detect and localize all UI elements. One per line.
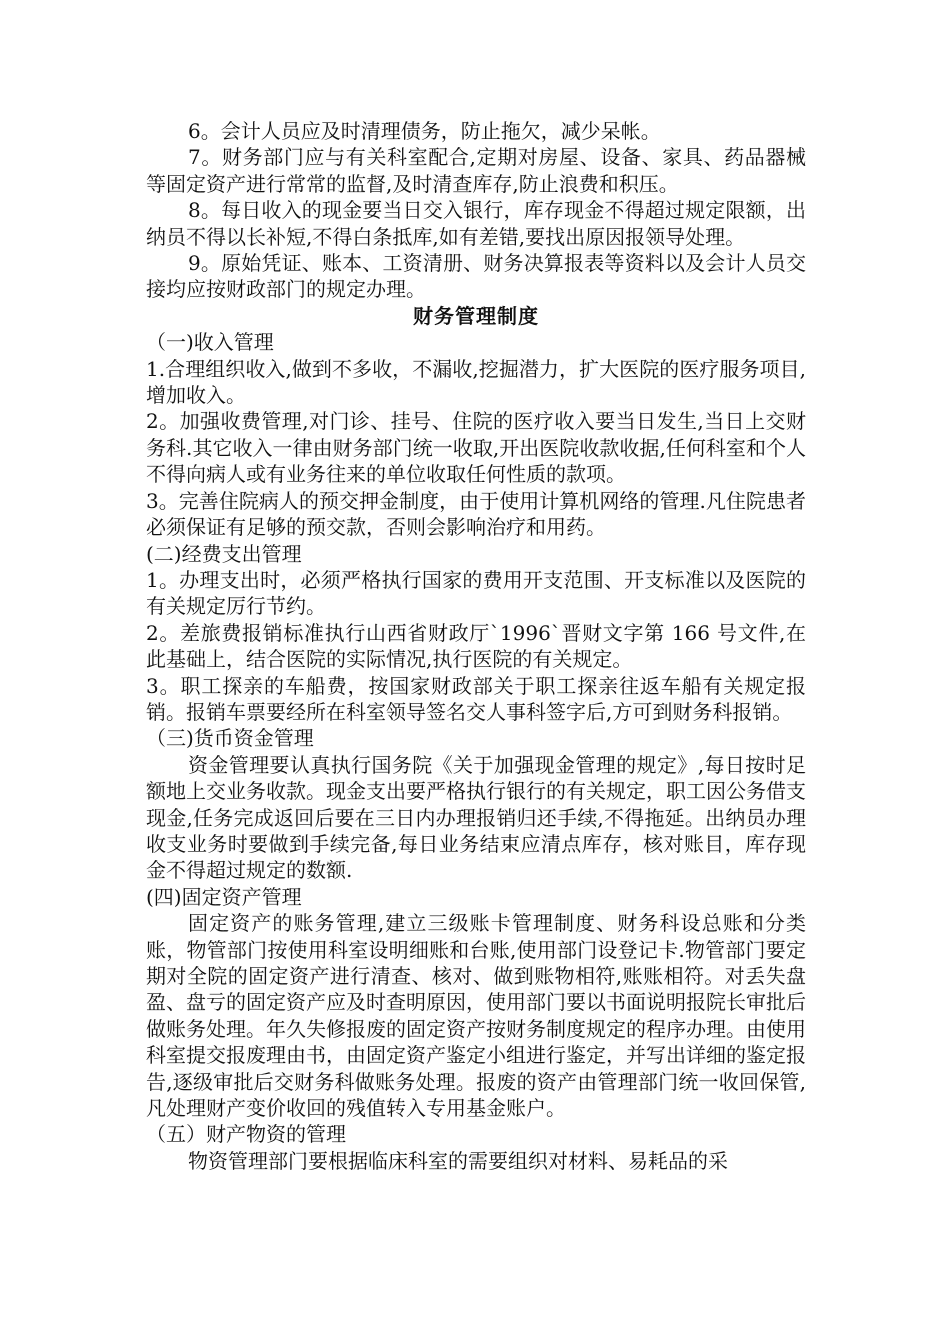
- expenditure-item-2: 2。差旅费报销标准执行山西省财政厅`1996`晋财文字第 166 号文件,在此基础上，结合医院的实际情况,执行医院的有关规定。: [146, 620, 806, 672]
- expenditure-item-1: 1。办理支出时，必须严格执行国家的费用开支范围、开支标准以及医院的有关规定厉行节约。: [146, 567, 806, 619]
- intro-item-8: 8。每日收入的现金要当日交入银行，库存现金不得超过规定限额，出纳员不得以长补短,不得白条抵库,如有差错,要找出原因报领导处理。: [146, 198, 806, 249]
- income-item-3: 3。完善住院病人的预交押金制度，由于使用计算机网络的管理.凡住院患者必须保证有足够的预交款，否则会影响治疗和用药。: [146, 488, 806, 540]
- intro-item-7: 7。财务部门应与有关科室配合,定期对房屋、设备、家具、药品器械等固定资产进行常常的监督,及时清查库存,防止浪费和积压。: [146, 145, 806, 196]
- fixed-assets-body: 固定资产的账务管理,建立三级账卡管理制度、财务科设总账和分类账，物管部门按使用科室设明细账和台账,使用部门设登记卡.物管部门要定期对全院的固定资产进行清查、核对、做到账物相符,账账相符。对丢失盘盈、盘亏的固定资产应及时查明原因，使用部门要以书面说明报院长审批后做账务处理。年久失修报废的固定资产按财务制度规定的程序办理。由使用科室提交报废理由书，由固定资产鉴定小组进行鉴定，并写出详细的鉴定报告,逐级审批后交财务科做账务处理。报废的资产由管理部门统一收回保管,凡处理财产变价收回的残值转入专用基金账户。: [146, 911, 806, 1121]
- income-item-1: 1.合理组织收入,做到不多收，不漏收,挖掘潜力，扩大医院的医疗服务项目,增加收入。: [146, 356, 806, 408]
- cash-body: 资金管理要认真执行国务院《关于加强现金管理的规定》,每日按时足额地上交业务收款。现金支出要严格执行银行的有关规定，职工因公务借支现金,任务完成返回后要在三日内办理报销归还手续,不得拖延。出纳员办理收支业务时要做到手续完备,每日业务结束应清点库存，核对账目，库存现金不得超过规定的数额.: [146, 752, 806, 883]
- expenditure-item-3: 3。职工探亲的车船费，按国家财政部关于职工探亲往返车船有关规定报销。报销车票要经所在科室领导签名交人事科签字后,方可到财务科报销。: [146, 673, 806, 724]
- section-heading-fixed-assets: (四)固定资产管理: [146, 884, 302, 909]
- section-heading-expenditure: (二)经费支出管理: [146, 541, 302, 566]
- materials-body: 物资管理部门要根据临床科室的需要组织对材料、易耗品的采: [188, 1148, 728, 1173]
- intro-item-6: 6。会计人员应及时清理债务，防止拖欠，减少呆帐。: [188, 119, 661, 143]
- section-heading-materials: （五）财产物资的管理: [146, 1122, 346, 1147]
- document-title: 财务管理制度: [413, 303, 539, 328]
- document-page: [146, 118, 806, 1174]
- income-item-2: 2。加强收费管理,对门诊、挂号、住院的医疗收入要当日发生,当日上交财务科.其它收入一律由财务部门统一收取,开出医院收款收据,任何科室和个人不得向病人或有业务往来的单位收取任何性质的款项。: [146, 409, 806, 487]
- intro-item-9: 9。原始凭证、账本、工资清册、财务决算报表等资料以及会计人员交接均应按财政部门的规定办理。: [146, 251, 806, 302]
- section-heading-income: （一)收入管理: [146, 330, 274, 355]
- section-heading-cash: （三)货币资金管理: [146, 726, 314, 751]
